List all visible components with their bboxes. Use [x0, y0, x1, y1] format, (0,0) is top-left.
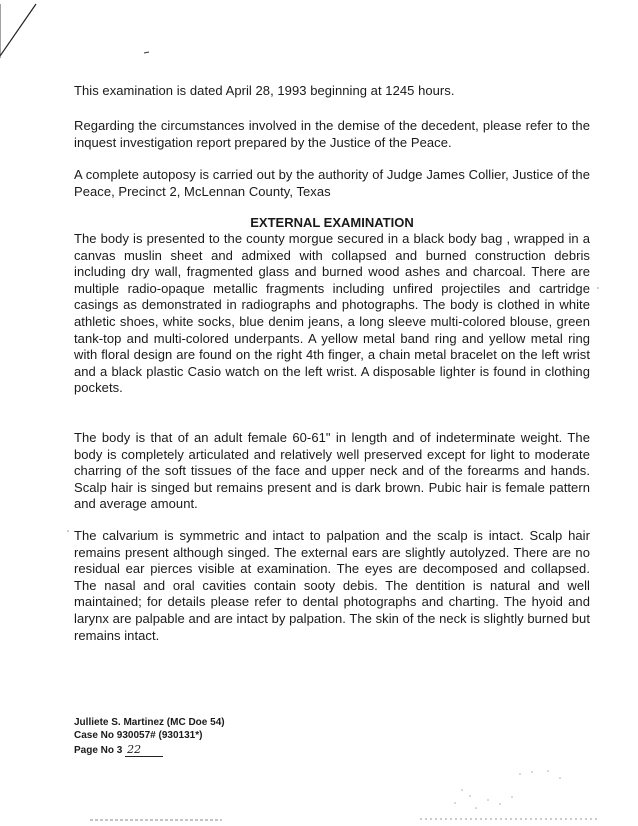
body-presentation-paragraph: The body is presented to the county morgue secured in a black body bag , wrapped in a canvas muslin sheet and admixed with collapsed and burned construction debris including dry wall, fragmented glass and burned wood ashes and charcoal. There are multiple radio-opaque metallic fragments including unfired projectiles and cartridge casings as demonstrated in radiographs and photographs. The body is clothed in white athletic shoes, white socks, blue denim jeans, a long sleeve multi-colored blouse, green tank-top and multi-colored underpants. A yellow metal band ring and yellow metal ring with floral design are found on the right 4th finger, a chain metal bracelet on the left wrist and a black plastic Casio watch on the left wrist. A disposable lighter is found in clothing pockets.	[74, 231, 590, 396]
circumstances-paragraph: Regarding the circumstances involved in the demise of the decedent, please refer to the inquest investigation report prepared by the Justice of the Peace.	[74, 118, 590, 150]
page-number-label: Page No 3	[74, 744, 123, 756]
handwritten-page-number: 22	[125, 743, 163, 757]
examiner-line: Julliete S. Martinez (MC Doe 54)	[74, 717, 225, 728]
exam-date-paragraph: This examination is dated April 28, 1993 beginning at 1245 hours.	[74, 83, 455, 98]
corner-fold-line	[0, 4, 36, 56]
head-neck-paragraph: The calvarium is symmetric and intact to palpation and the scalp is intact. Scalp hair remains present although singed. The external ears are slightly autolyzed. There are no residual ear pierces visible at examination. The eyes are decomposed and collapsed. The nasal and oral cavities contain sooty debis. The dentition is natural and well maintained; for details please refer to dental photographs and charting. The hyoid and larynx are palpable and are intact by palpation. The skin of the neck is slightly burned but remains intact.	[74, 528, 591, 643]
section-heading: EXTERNAL EXAMINATION	[250, 215, 414, 230]
authority-paragraph: A complete autoposy is carried out by the authority of Judge James Collier, Justice of the Peace, Precinct 2, McLennan County, Texas	[74, 167, 590, 199]
body-description-paragraph: The body is that of an adult female 60-61" in length and of indeterminate weight. The body is completely articulated and relatively well preserved except for light to moderate charring of the soft tissues of the face and upper neck and of the forearms and hands. Scalp hair is singed but remains present and is dark brown. Pubic hair is female pattern and average amount.	[74, 430, 590, 512]
document-footer	[74, 716, 225, 757]
case-number-line: Case No 930057# (930131*)	[74, 730, 203, 742]
speck-mark	[144, 52, 149, 53]
page-number-line	[74, 743, 225, 757]
